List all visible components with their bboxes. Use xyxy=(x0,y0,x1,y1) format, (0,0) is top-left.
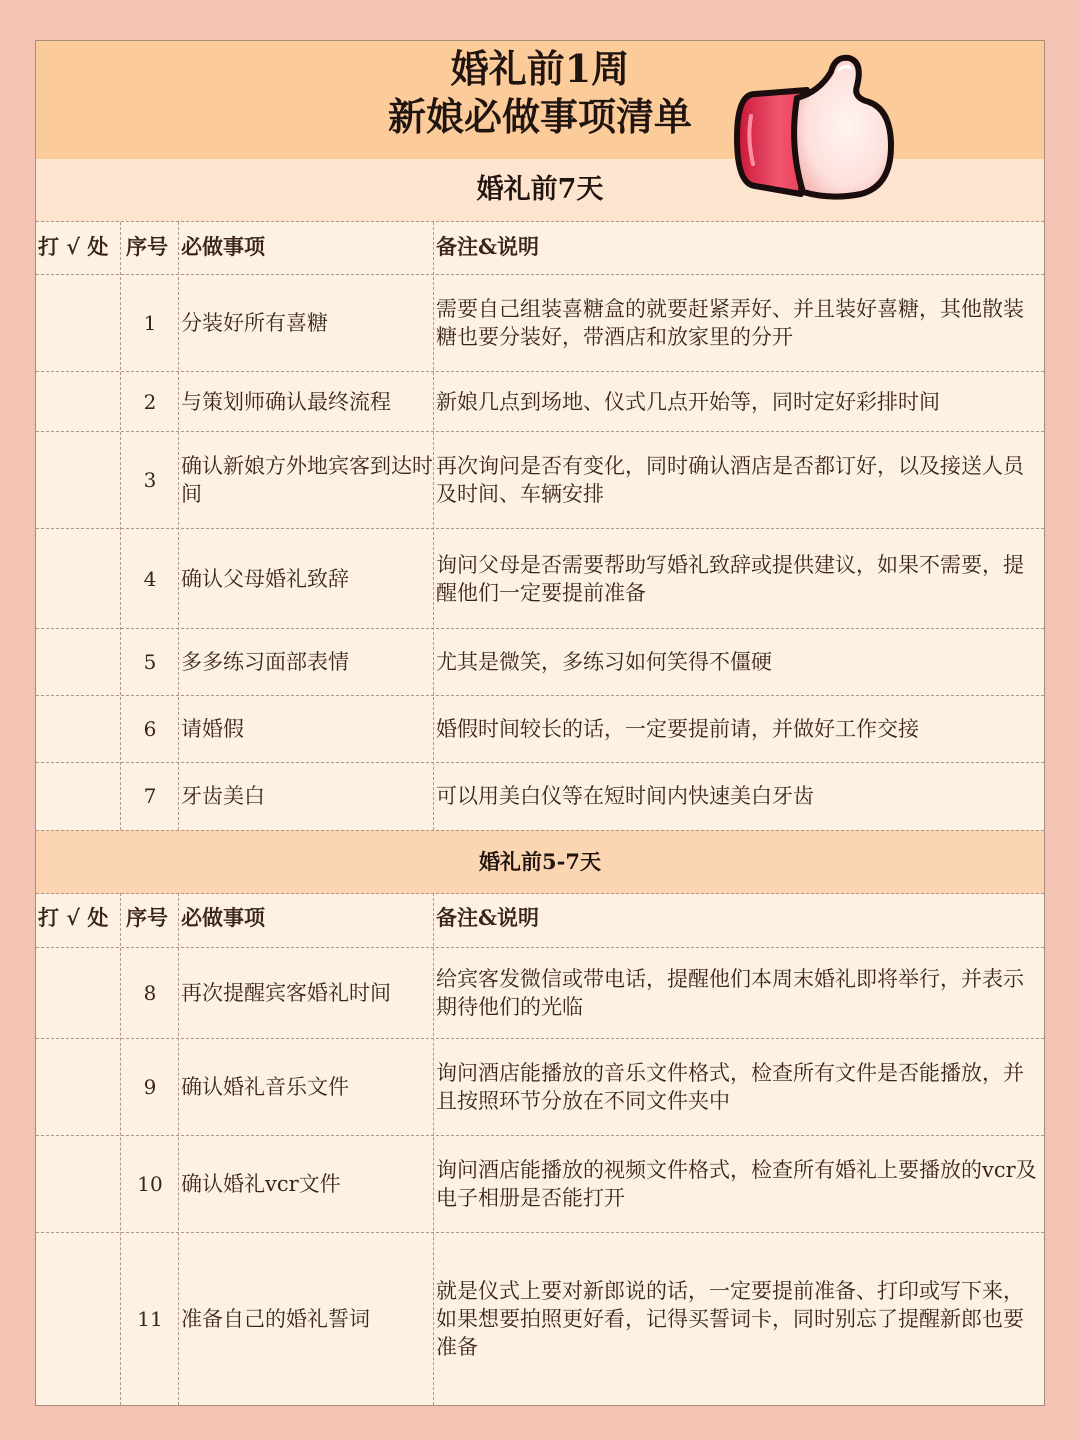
table-row xyxy=(36,629,1044,696)
col-task-header: 必做事项 xyxy=(181,905,265,930)
row-note-text: 就是仪式上要对新郎说的话，一定要提前准备、打印或写下来，如果想要拍照更好看，记得买誓词卡，同时别忘了提醒新郎也要准备 xyxy=(436,1279,1024,1359)
row-note xyxy=(436,529,1041,628)
table-row xyxy=(36,763,1044,829)
row-note xyxy=(436,1136,1041,1232)
row-note-text: 询问父母是否需要帮助写婚礼致辞或提供建议，如果不需要，提醒他们一定要提前准备 xyxy=(436,552,1024,605)
table-row xyxy=(36,1136,1044,1233)
row-note xyxy=(436,1233,1041,1405)
row-task: 准备自己的婚礼誓词 xyxy=(181,1307,370,1331)
row-task: 请婚假 xyxy=(181,717,244,741)
row-number: 7 xyxy=(143,784,157,808)
col-task-header: 必做事项 xyxy=(181,234,265,259)
row-task: 与策划师确认最终流程 xyxy=(181,389,391,414)
table-row xyxy=(36,1233,1044,1405)
table-header-2 xyxy=(36,893,1044,948)
thumbs-up-icon xyxy=(731,46,901,206)
column-divider xyxy=(178,222,179,830)
table-row xyxy=(36,372,1044,432)
row-number: 3 xyxy=(143,468,157,492)
row-number: 4 xyxy=(143,566,157,591)
row-note-text: 需要自己组装喜糖盒的就要赶紧弄好、并且装好喜糖，其他散装糖也要分装好，带酒店和放家里的分开 xyxy=(436,297,1024,349)
row-note xyxy=(436,432,1041,528)
col-check-header: 打 √ 处 xyxy=(38,234,109,259)
row-note xyxy=(436,1039,1041,1135)
row-task: 牙齿美白 xyxy=(181,784,265,808)
column-divider xyxy=(178,893,179,1405)
row-number: 6 xyxy=(143,717,157,741)
row-note xyxy=(436,948,1041,1038)
column-divider xyxy=(120,893,121,1405)
row-note-text: 婚假时间较长的话，一定要提前请，并做好工作交接 xyxy=(436,717,919,741)
row-task: 多多练习面部表情 xyxy=(181,650,349,674)
col-note-header: 备注&说明 xyxy=(436,905,539,930)
row-task: 确认婚礼音乐文件 xyxy=(181,1075,349,1099)
table-row xyxy=(36,1039,1044,1136)
row-task: 再次提醒宾客婚礼时间 xyxy=(181,981,391,1005)
col-note-header: 备注&说明 xyxy=(436,234,539,259)
table-header-1 xyxy=(36,222,1044,275)
row-number: 10 xyxy=(137,1172,163,1196)
row-note-text: 给宾客发微信或带电话，提醒他们本周末婚礼即将举行，并表示期待他们的光临 xyxy=(436,967,1024,1019)
row-task: 分装好所有喜糖 xyxy=(181,311,328,335)
col-index-header: 序号 xyxy=(126,234,168,259)
row-task: 确认婚礼vcr文件 xyxy=(181,1172,341,1196)
column-divider xyxy=(433,222,434,830)
section-title-5to7days: 婚礼前5-7天 xyxy=(36,830,1044,894)
row-number: 8 xyxy=(143,981,157,1005)
row-number: 5 xyxy=(143,650,157,674)
row-number: 1 xyxy=(143,311,157,335)
row-note xyxy=(436,372,1041,431)
table-row xyxy=(36,275,1044,372)
row-task: 确认父母婚礼致辞 xyxy=(181,566,349,591)
column-divider xyxy=(120,222,121,830)
title-line-1: 婚礼前1周 xyxy=(450,46,630,91)
row-note-text: 询问酒店能播放的视频文件格式，检查所有婚礼上要播放的vcr及电子相册是否能打开 xyxy=(436,1158,1037,1210)
checklist-sheet xyxy=(35,40,1045,1406)
table-row xyxy=(36,696,1044,763)
row-note xyxy=(436,763,1041,829)
title-line-2: 新娘必做事项清单 xyxy=(387,94,692,139)
row-note-text: 再次询问是否有变化，同时确认酒店是否都订好，以及接送人员及时间、车辆安排 xyxy=(436,454,1024,506)
row-note xyxy=(436,696,1041,762)
column-divider xyxy=(433,893,434,1405)
row-note xyxy=(436,629,1041,695)
row-note-text: 新娘几点到场地、仪式几点开始等，同时定好彩排时间 xyxy=(436,389,940,414)
row-number: 2 xyxy=(143,389,157,414)
row-number: 11 xyxy=(137,1307,163,1331)
table-row xyxy=(36,529,1044,629)
section-title-7days: 婚礼前7天 xyxy=(36,159,1044,222)
row-note-text: 可以用美白仪等在短时间内快速美白牙齿 xyxy=(436,784,814,808)
row-number: 9 xyxy=(143,1075,157,1099)
row-note xyxy=(436,275,1041,371)
table-row xyxy=(36,948,1044,1039)
col-check-header: 打 √ 处 xyxy=(38,905,109,930)
row-note-text: 询问酒店能播放的音乐文件格式，检查所有文件是否能播放，并且按照环节分放在不同文件夹中 xyxy=(436,1061,1024,1113)
col-index-header: 序号 xyxy=(126,905,168,930)
row-note-text: 尤其是微笑，多练习如何笑得不僵硬 xyxy=(436,650,772,674)
table-row xyxy=(36,432,1044,529)
row-task: 确认新娘方外地宾客到达时间 xyxy=(181,454,433,506)
